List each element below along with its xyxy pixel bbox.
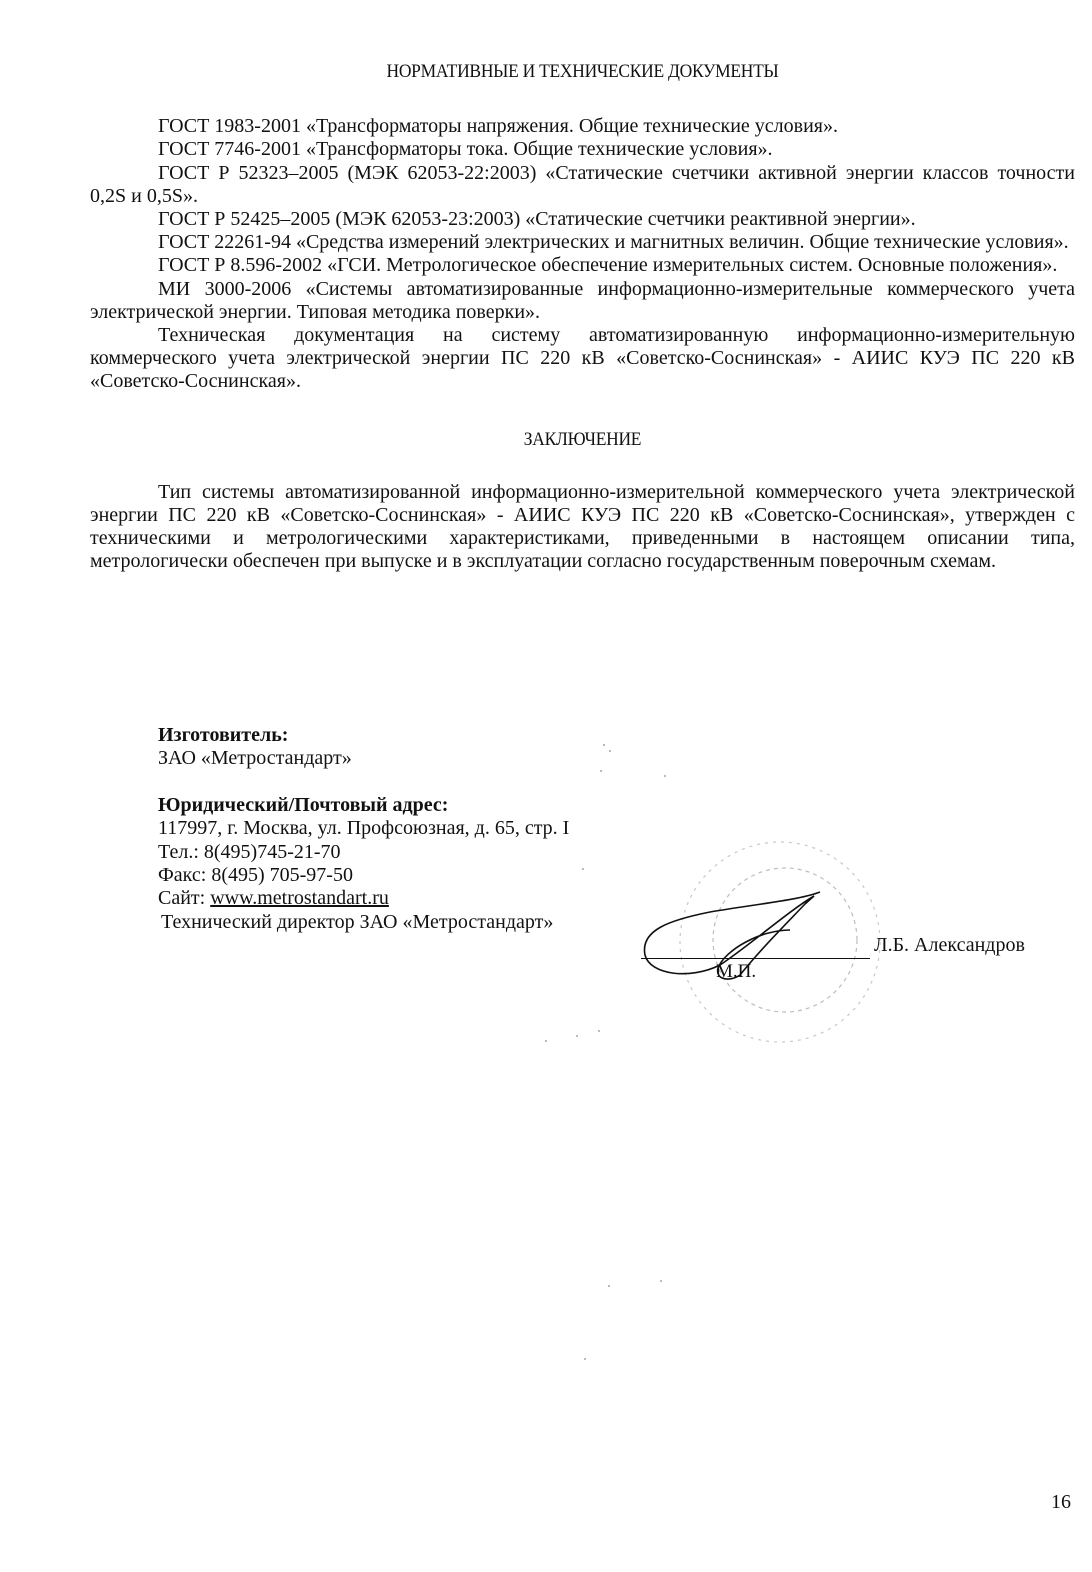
manufacturer-name: ЗАО «Метростандарт» [158,747,352,770]
stamp-mark: М.П. [716,961,757,982]
phone: Тел.: 8(495)745-21-70 [158,840,341,863]
document-body [90,60,1075,574]
conclusion-text: Тип системы автоматизированной информационно-измерительной коммерческого учета электрической энергии ПС 220 кВ «Советско-Соснинская» - АИИС КУЭ ПС 220 кВ «Советско-Соснинская», утвержден с техническими и метрологическими характеристиками, приведенными в настоящем описании типа, метрологически обеспечен при выпуске и в эксплуатации согласно государственным поверочным схемам. [90,480,1075,573]
signature-line [641,958,870,959]
signer-name: Л.Б. Александров [874,934,1025,956]
website-link[interactable]: www.metrostandart.ru [210,887,389,910]
normative-item: ГОСТ Р 52323–2005 (МЭК 62053-22:2003) «Статические счетчики активной энергии классов точности 0,2S и 0,5S». [90,161,1075,207]
address-label: Юридический/Почтовый адрес: [158,793,449,816]
website-label: Сайт: [158,887,211,910]
section-title-normative: НОРМАТИВНЫЕ И ТЕХНИЧЕСКИЕ ДОКУМЕНТЫ [386,61,779,82]
normative-documents-list [90,115,1075,393]
manufacturer-label: Изготовитель: [158,724,289,746]
normative-item: ГОСТ Р 8.596-2002 «ГСИ. Метрологическое обеспечение измерительных систем. Основные положения». [158,254,1058,277]
address: 117997, г. Москва, ул. Профсоюзная, д. 65, стр. I [158,817,570,840]
normative-item: ГОСТ 7746-2001 «Трансформаторы тока. Общие технические условия». [158,138,773,161]
normative-item: Техническая документация на систему автоматизированную информационно-измерительную коммерческого учета электрической энергии ПС 220 кВ «Советско-Соснинская» - АИИС КУЭ ПС 220 кВ «Советско-Соснинская». [90,324,1075,393]
normative-item: ГОСТ Р 52425–2005 (МЭК 62053-23:2003) «Статические счетчики реактивной энергии». [158,208,916,231]
normative-item: МИ 3000-2006 «Системы автоматизированные информационно-измерительные коммерческого учета электрической энергии. Типовая методика поверки». [90,277,1075,323]
page-number: 16 [1051,1491,1071,1513]
fax: Факс: 8(495) 705-97-50 [158,864,353,887]
signature-icon [600,830,900,1030]
normative-item: ГОСТ 22261-94 «Средства измерений электрических и магнитных величин. Общие технические условия». [158,231,1069,254]
normative-item: ГОСТ 1983-2001 «Трансформаторы напряжения. Общие технические условия». [158,115,838,138]
section-title-conclusion: ЗАКЛЮЧЕНИЕ [523,428,642,450]
director-title: Технический директор ЗАО «Метростандарт» [161,910,554,933]
